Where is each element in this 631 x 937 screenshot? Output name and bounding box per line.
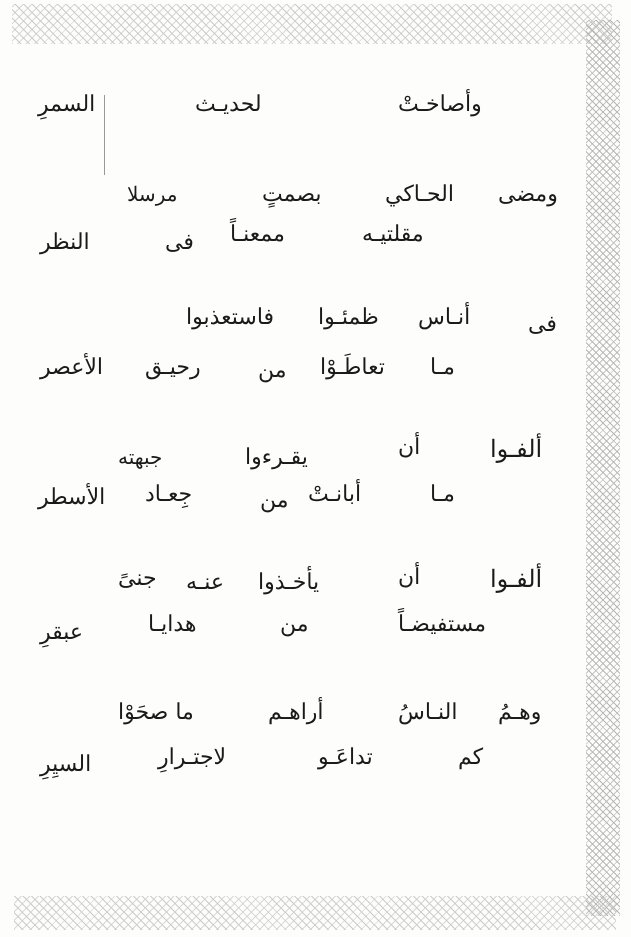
poem-word: هدايـا <box>148 612 197 637</box>
poem-word: ألفـوا <box>490 435 543 463</box>
poem-word: يقـرءوا <box>245 445 308 470</box>
poem-word: وأصاخـتْ <box>398 92 482 117</box>
poem-word: ألفـوا <box>490 565 543 593</box>
poem-word: ما صحَوْا <box>118 700 194 725</box>
poem-word: رحيـق <box>145 355 201 380</box>
poem-word: عبقرِ <box>40 620 84 645</box>
poem-word: مرسلا <box>127 182 178 206</box>
poem-word: بصمتٍ <box>262 182 322 207</box>
poem-word: النظر <box>40 230 90 255</box>
poem-word: الحـاكي <box>385 182 454 207</box>
ornamental-border-top <box>12 4 612 44</box>
poem-word: لاجتـرارِ <box>158 745 227 770</box>
poem-word: الأسطر <box>38 485 106 510</box>
poem-word: وهـمُ <box>498 700 542 725</box>
poem-word: من <box>280 612 309 637</box>
poem-word: كم <box>458 745 484 770</box>
poem-word: من <box>260 488 289 513</box>
column-divider <box>104 95 105 175</box>
poem-word: تداعَـو <box>318 745 373 770</box>
poem-word: السمرِ <box>38 92 96 117</box>
poem-word: جبهته <box>118 445 163 469</box>
poem-word: أنـاس <box>418 305 471 330</box>
poem-word: النـاسُ <box>398 700 458 725</box>
poem-word: جنىً <box>118 566 157 591</box>
poem-word: الأعصر <box>40 355 104 380</box>
poem-word: لحديـث <box>195 92 262 117</box>
poem-word: أراهـم <box>268 700 324 725</box>
poem-word: ممعنـاً <box>230 222 285 247</box>
poem-word: مـا <box>430 482 455 507</box>
poem-word: السيِرِ <box>40 752 92 777</box>
poem-word: عنـه <box>186 570 225 595</box>
poem-word: فى <box>528 312 557 337</box>
poem-word: جِعـاد <box>145 482 193 507</box>
poem-word: فاستعذبوا <box>186 305 275 330</box>
poem-word: مقلتيـه <box>362 222 424 247</box>
poem-word: من <box>258 358 287 383</box>
poem-word: مـا <box>430 355 455 380</box>
poem-word: مستفيضـاً <box>398 612 487 637</box>
poem-word: فى <box>165 230 194 255</box>
ornamental-border-bottom <box>14 896 616 930</box>
poem-word: ومضى <box>498 182 558 207</box>
poem-word: ظمئـوا <box>318 305 379 330</box>
poem-word: أن <box>398 565 421 590</box>
poem-word: يأخـذوا <box>258 570 320 595</box>
poem-word: تعاطَـوْا <box>320 355 385 380</box>
ornamental-border-right <box>586 20 620 916</box>
poem-word: أن <box>398 435 421 460</box>
poem-word: أبانـتْ <box>308 482 362 507</box>
